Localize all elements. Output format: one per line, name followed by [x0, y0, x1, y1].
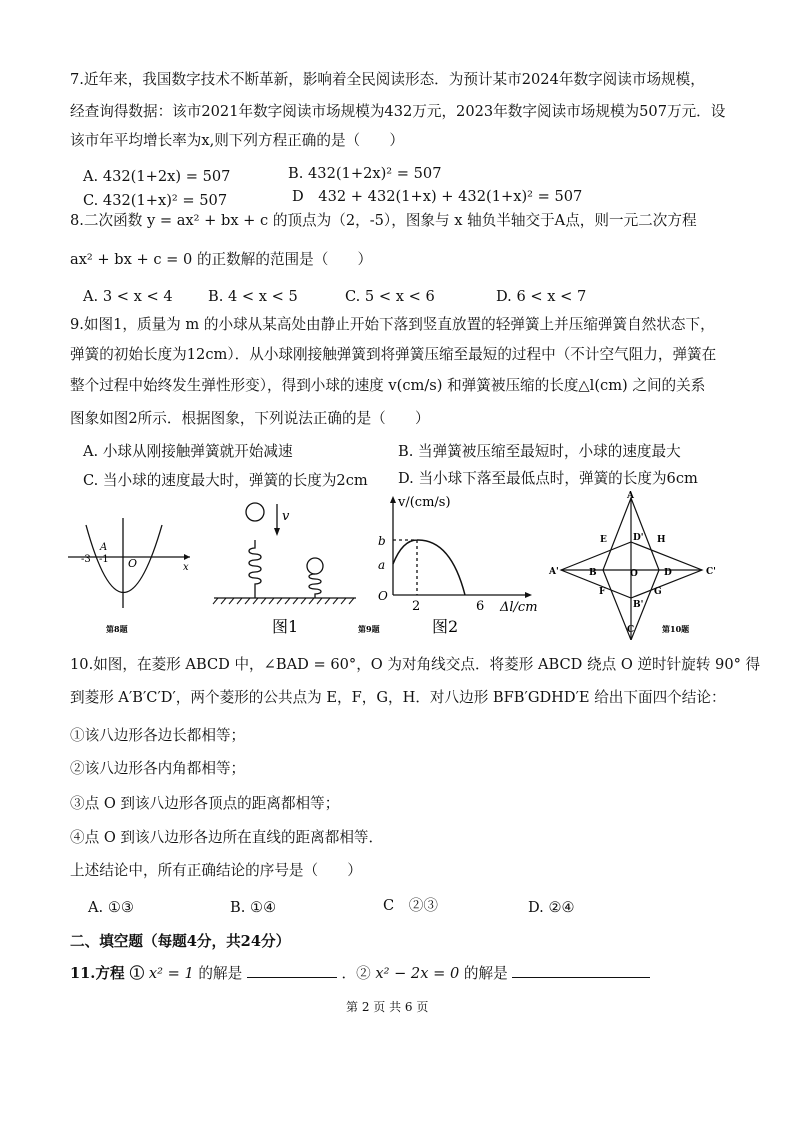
- q10-option-d: D. ②④: [528, 899, 575, 916]
- q11-blank-2[interactable]: [512, 961, 650, 978]
- label-b-prime: B': [633, 600, 644, 610]
- velocity-arrow-head: [274, 528, 280, 536]
- graph-x-arrow: [525, 592, 532, 598]
- spring-left: [249, 540, 261, 598]
- graph-tick-6: 6: [476, 599, 485, 614]
- fig10-caption: 第10题: [662, 624, 690, 634]
- parabola-label-minus3: -3: [81, 554, 91, 565]
- q10-conclusion-1: ①该八边形各边长都相等；: [70, 727, 246, 744]
- ground-hatch-left: [213, 598, 290, 604]
- label-b: B: [589, 568, 597, 578]
- q10-line-1: 10.如图，在菱形 ABCD 中，∠BAD = 60°，O 为对角线交点．将菱形 ABCD 绕点 O 逆时针旋转 90° 得: [70, 656, 761, 673]
- q10-question: 上述结论中，所有正确结论的序号是（ ）: [70, 862, 362, 879]
- velocity-curve: [393, 540, 465, 595]
- label-d: D: [664, 568, 672, 578]
- q9-option-b: B. 当弹簧被压缩至最短时，小球的速度最大: [398, 443, 681, 460]
- q11-mid1: 的解是: [198, 965, 243, 982]
- graph-y-label: v/(cm/s): [398, 495, 451, 510]
- q11-mid2: ．②: [341, 965, 371, 982]
- graph-y-arrow: [390, 496, 396, 503]
- label-c-prime: C': [706, 567, 716, 577]
- graph-x-label: Δl/cm: [500, 600, 538, 615]
- fig2-label: 图2: [432, 617, 459, 636]
- q10-conclusion-4: ④点 O 到该八边形各边所在直线的距离都相等．: [70, 829, 384, 846]
- ball-on-spring: [307, 558, 323, 574]
- q9-line-4: 图象如图2所示．根据图象，下列说法正确的是（ ）: [70, 410, 430, 427]
- parabola-label-minus1: -1: [99, 554, 109, 565]
- q9-line-3: 整个过程中始终发生弹性形变），得到小球的速度 v(cm/s) 和弹簧被压缩的长度△l(cm) 之间的关系: [70, 377, 706, 394]
- parabola-x-arrow: [184, 554, 190, 560]
- q11-eq2: x² − 2x = 0: [375, 965, 460, 982]
- spring-right: [309, 574, 321, 598]
- q11-eq1: x² = 1: [148, 965, 194, 982]
- q7-option-c: C. 432(1+x)² = 507: [83, 192, 228, 209]
- figures-row: [0, 490, 794, 640]
- q10-option-b: B. ①④: [230, 899, 277, 916]
- ground-hatch-right: [293, 598, 354, 604]
- label-e: E: [600, 535, 607, 545]
- label-a: A: [627, 491, 634, 501]
- q9-line-2: 弹簧的初始长度为12cm）．从小球刚接触弹簧到将弹簧压缩至最短的过程中（不计空气阻力，弹簧在: [70, 346, 717, 363]
- parabola-curve: [86, 525, 162, 593]
- fig8-caption: 第8题: [106, 624, 128, 634]
- q10-option-c: C ②③: [383, 897, 438, 914]
- q8-line-1: 8.二次函数 y = ax² + bx + c 的顶点为（2，-5），图象与 x 轴负半轴交于A点，则一元二次方程: [70, 212, 697, 229]
- q8-option-b: B. 4 < x < 5: [208, 288, 298, 305]
- q7-line-2: 经查询得数据：该市2021年数字阅读市场规模为432万元，2023年数字阅读市场规模为507万元．设: [70, 103, 726, 120]
- q8-option-a: A. 3 < x < 4: [83, 288, 173, 305]
- q9-line-1: 9.如图1，质量为 m 的小球从某高处由静止开始下落到竖直放置的轻弹簧上并压缩弹簧自然状态下，: [70, 316, 715, 333]
- parabola-label-a: A: [100, 542, 108, 553]
- label-h: H: [657, 535, 666, 545]
- q9-option-a: A. 小球从刚接触弹簧就开始减速: [83, 443, 293, 460]
- parabola-label-x: x: [183, 562, 189, 573]
- label-d-prime: D': [633, 533, 644, 543]
- q10-conclusion-2: ②该八边形各内角都相等；: [70, 760, 246, 777]
- q11-blank-1[interactable]: [247, 961, 337, 978]
- velocity-label: v: [282, 509, 290, 524]
- label-g: G: [654, 587, 662, 597]
- page-footer: 第 2 页 共 6 页: [346, 1000, 429, 1014]
- graph-origin: O: [378, 589, 388, 603]
- fig9-caption: 第9题: [358, 624, 380, 634]
- q8-option-d: D. 6 < x < 7: [496, 288, 587, 305]
- parabola-label-origin: O: [128, 557, 138, 570]
- q9-option-c: C. 当小球的速度最大时，弹簧的长度为2cm: [83, 472, 368, 489]
- q11-prefix: 11.方程 ①: [70, 965, 145, 982]
- label-a-prime: A': [549, 567, 559, 577]
- q8-line-2: ax² + bx + c = 0 的正数解的范围是（ ）: [70, 251, 373, 268]
- graph-tick-2: 2: [412, 599, 421, 614]
- q11-line: [70, 961, 650, 985]
- q7-option-a: A. 432(1+2x) = 507: [83, 168, 231, 185]
- q10-conclusion-3: ③点 O 到该八边形各顶点的距离都相等；: [70, 795, 340, 812]
- graph-tick-a: a: [378, 558, 386, 572]
- q11-mid3: 的解是: [463, 965, 508, 982]
- label-f: F: [599, 587, 606, 597]
- graph-tick-b: b: [378, 534, 386, 548]
- label-o: O: [630, 569, 638, 579]
- q9-option-d: D. 当小球下落至最低点时，弹簧的长度为6cm: [398, 470, 698, 487]
- q7-option-b: B. 432(1+2x)² = 507: [288, 165, 442, 182]
- section-title: 二、填空题（每题4分，共24分）: [70, 933, 291, 950]
- q10-option-a: A. ①③: [88, 899, 134, 916]
- q8-option-c: C. 5 < x < 6: [345, 288, 435, 305]
- label-c: C: [627, 625, 635, 635]
- q7-option-d: D 432 + 432(1+x) + 432(1+x)² = 507: [292, 188, 583, 205]
- q10-line-2: 到菱形 A′B′C′D′，两个菱形的公共点为 E，F，G，H．对八边形 BFB′GDHD′E 给出下面四个结论：: [70, 689, 726, 706]
- q7-line-3: 该市年平均增长率为x,则下列方程正确的是（ ）: [70, 132, 404, 149]
- falling-ball: [246, 503, 264, 521]
- q7-line-1: 7.近年来，我国数字技术不断革新，影响着全民阅读形态．为预计某市2024年数字阅读市场规模，: [70, 71, 705, 88]
- fig1-label: 图1: [272, 617, 299, 636]
